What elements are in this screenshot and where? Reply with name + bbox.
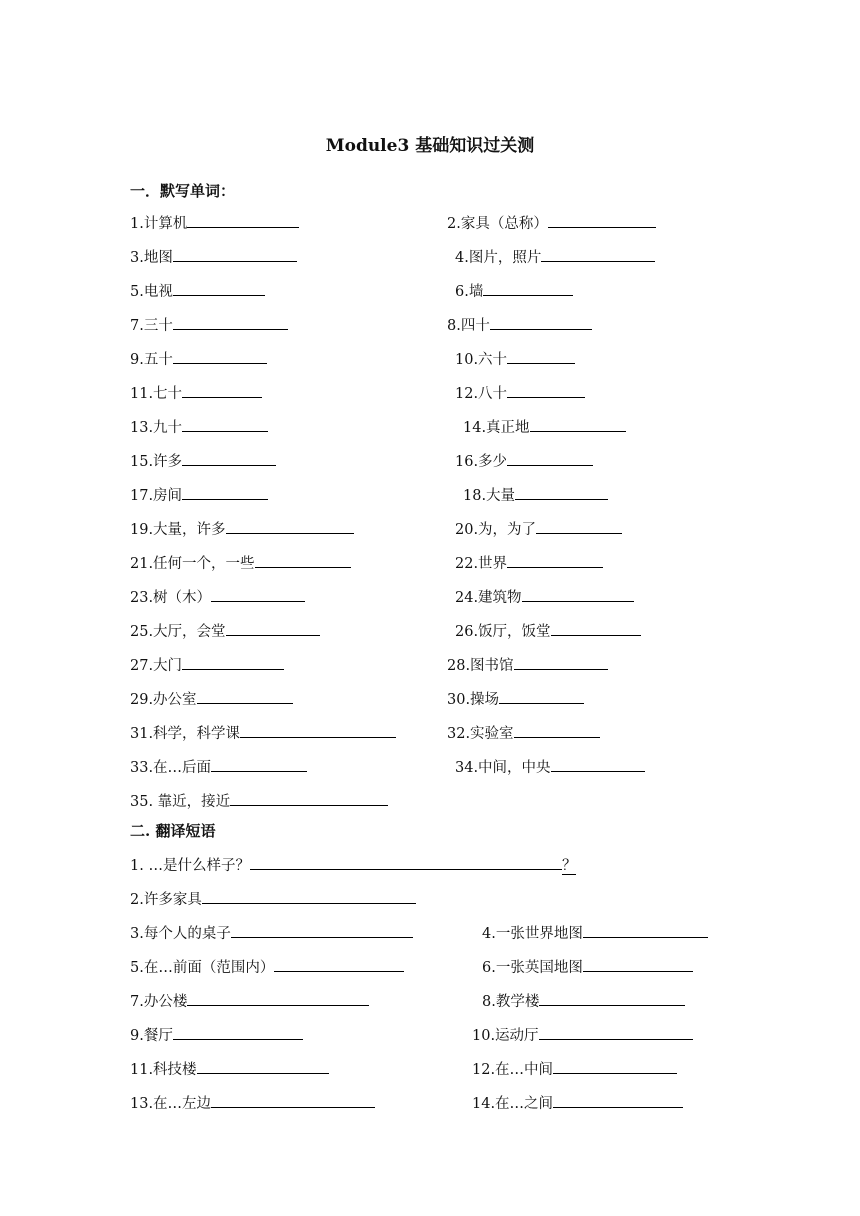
answer-blank[interactable] [173,281,265,296]
word-prompt: 10.六十 [455,352,508,368]
answer-blank[interactable] [522,587,634,602]
word-prompt: 2.家具（总称） [447,216,548,232]
phrase-prompt: 1. …是什么样子？ [130,858,250,874]
phrase-prompt: 11.科技楼 [130,1062,197,1078]
phrase-prompt: 6.一张英国地图 [482,960,583,976]
word-item [447,655,608,676]
phrase-item [482,923,708,944]
answer-blank[interactable] [514,655,608,670]
answer-blank[interactable] [530,417,626,432]
answer-blank[interactable] [197,689,293,704]
word-prompt: 21.任何一个，一些 [130,556,255,572]
answer-blank[interactable] [226,621,320,636]
answer-blank[interactable] [583,957,693,972]
word-prompt: 12.八十 [455,386,508,402]
answer-blank[interactable] [250,855,562,870]
answer-blank[interactable] [211,757,307,772]
answer-blank[interactable] [187,991,369,1006]
word-prompt: 35. 靠近，接近 [130,794,231,810]
word-item [130,723,396,744]
phrase-item [130,957,404,978]
word-prompt: 18.大量 [463,488,516,504]
word-item [130,689,293,710]
word-item [130,281,265,302]
question-mark: ？ [561,858,577,874]
phrase-prompt: 14.在…之间 [472,1096,554,1112]
phrase-prompt: 2.许多家具 [130,892,202,908]
answer-blank[interactable] [490,315,592,330]
word-item [455,587,634,608]
word-item [130,485,268,506]
word-item [130,315,288,336]
answer-blank[interactable] [274,957,404,972]
word-prompt: 15.许多 [130,454,183,470]
answer-blank[interactable] [514,723,600,738]
answer-blank[interactable] [539,991,685,1006]
word-prompt: 4.图片，照片 [455,250,542,266]
answer-blank[interactable] [173,315,288,330]
page-title: Module3 基础知识过关测 [325,136,535,156]
answer-blank[interactable] [182,417,268,432]
word-prompt: 33.在…后面 [130,760,212,776]
word-prompt: 11.七十 [130,386,183,402]
phrase-item [130,1025,303,1046]
word-prompt: 25.大厅，会堂 [130,624,226,640]
word-item [455,247,655,268]
word-prompt: 27.大门 [130,658,183,674]
phrase-item [130,991,369,1012]
word-item [455,349,575,370]
phrase-prompt: 3.每个人的桌子 [130,926,231,942]
word-prompt: 6.墙 [455,284,484,300]
section-1-heading: 一．默写单词： [130,182,236,200]
answer-blank[interactable] [173,1025,303,1040]
answer-blank[interactable] [202,889,416,904]
word-item [130,519,354,540]
answer-blank[interactable] [197,1059,329,1074]
word-item [130,417,268,438]
answer-blank[interactable] [507,349,575,364]
word-prompt: 5.电视 [130,284,173,300]
word-item [130,621,320,642]
word-item [130,213,299,234]
word-prompt: 7.三十 [130,318,173,334]
answer-blank[interactable] [173,247,297,262]
answer-blank[interactable] [231,923,413,938]
word-prompt: 23.树（木） [130,590,212,606]
word-prompt: 29.办公室 [130,692,197,708]
word-item [455,553,603,574]
word-item [463,485,608,506]
phrase-item [130,1093,375,1114]
word-item [447,213,656,234]
answer-blank[interactable] [541,247,655,262]
answer-blank[interactable] [553,1093,683,1108]
answer-blank[interactable] [240,723,396,738]
phrase-prompt: 4.一张世界地图 [482,926,583,942]
word-item [447,315,592,336]
word-prompt: 24.建筑物 [455,590,522,606]
word-prompt: 22.世界 [455,556,508,572]
word-item [455,757,645,778]
answer-blank[interactable] [507,383,585,398]
word-prompt: 19.大量，许多 [130,522,226,538]
answer-blank[interactable] [226,519,354,534]
phrase-prompt: 8.教学楼 [482,994,540,1010]
phrase-item [130,923,413,944]
phrase-item [472,1059,677,1080]
answer-blank[interactable] [507,451,593,466]
phrase-item [482,957,693,978]
word-item [447,689,584,710]
word-item [130,349,267,370]
phrase-item [472,1093,683,1114]
word-prompt: 32.实验室 [447,726,514,742]
answer-blank[interactable] [230,791,388,806]
word-item [130,247,297,268]
word-item [130,553,351,574]
answer-blank[interactable] [548,213,656,228]
section-2-heading: 二. 翻译短语 [130,822,216,840]
word-prompt: 3.地图 [130,250,173,266]
word-item [130,757,307,778]
word-item [130,451,276,472]
answer-blank[interactable] [515,485,608,500]
word-prompt: 13.九十 [130,420,183,436]
answer-blank[interactable] [182,485,268,500]
answer-blank[interactable] [187,213,299,228]
answer-blank[interactable] [499,689,584,704]
phrase-prompt: 7.办公楼 [130,994,188,1010]
answer-blank[interactable] [551,757,645,772]
word-item [463,417,626,438]
answer-blank[interactable] [255,553,351,568]
word-prompt: 1.计算机 [130,216,188,232]
answer-blank[interactable] [211,1093,375,1108]
word-item [130,383,262,404]
word-prompt: 9.五十 [130,352,173,368]
answer-blank[interactable] [536,519,622,534]
answer-blank[interactable] [182,383,262,398]
word-item [455,383,585,404]
word-prompt: 31.科学，科学课 [130,726,241,742]
answer-blank[interactable] [483,281,573,296]
word-prompt: 28.图书馆 [447,658,514,674]
answer-blank[interactable] [507,553,603,568]
phrase-prompt: 13.在…左边 [130,1096,212,1112]
answer-blank[interactable] [182,451,276,466]
answer-blank[interactable] [583,923,708,938]
answer-blank[interactable] [539,1025,693,1040]
phrase-prompt: 5.在…前面（范围内） [130,960,275,976]
word-prompt: 14.真正地 [463,420,530,436]
word-item [455,281,573,302]
word-prompt: 26.饭厅，饭堂 [455,624,551,640]
word-item [455,451,593,472]
answer-blank[interactable] [553,1059,677,1074]
answer-blank[interactable] [182,655,284,670]
word-item [130,587,305,608]
word-item [130,791,388,812]
word-prompt: 20.为，为了 [455,522,537,538]
phrase-item-2 [130,889,416,910]
phrase-prompt: 12.在…中间 [472,1062,554,1078]
answer-blank[interactable] [211,587,305,602]
phrase-item [472,1025,693,1046]
word-prompt: 17.房间 [130,488,183,504]
word-prompt: 34.中间，中央 [455,760,551,776]
answer-blank[interactable] [173,349,267,364]
phrase-item-1 [130,855,576,876]
phrase-item [130,1059,329,1080]
phrase-item [482,991,685,1012]
word-prompt: 16.多少 [455,454,508,470]
phrase-prompt: 9.餐厅 [130,1028,173,1044]
word-item [447,723,600,744]
word-item [455,621,641,642]
word-prompt: 30.操场 [447,692,500,708]
word-prompt: 8.四十 [447,318,490,334]
word-item [455,519,622,540]
word-item [130,655,284,676]
phrase-prompt: 10.运动厅 [472,1028,539,1044]
answer-blank[interactable] [551,621,641,636]
